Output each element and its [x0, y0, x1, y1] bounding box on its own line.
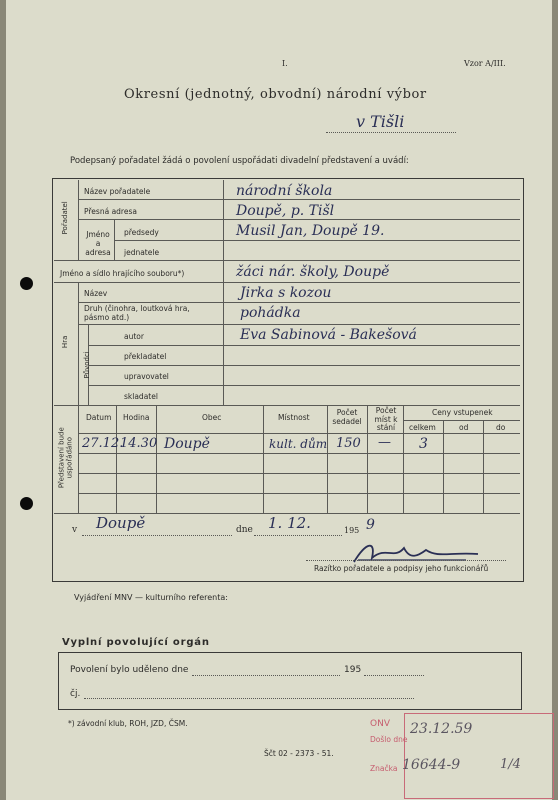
- play-title-value: Jirka s kozou: [240, 285, 332, 301]
- signature-caption: Razítko pořadatele a podpisy jeho funkcionářů: [314, 564, 489, 573]
- intro-text: Podepsaný pořadatel žádá o povolení uspořádati divadelní představení a uvádí:: [70, 156, 409, 166]
- col-to: do: [496, 423, 506, 432]
- location-handwritten: v Tišli: [356, 112, 405, 131]
- col-seats: Počet sedadel: [332, 408, 362, 426]
- col-from: od: [459, 423, 469, 432]
- permit-label: Povolení bylo uděleno dne: [70, 665, 189, 675]
- composer-label: skladatel: [124, 392, 158, 401]
- play-type-label: Druh (činohra, loutková hra, pásmo atd.): [84, 304, 190, 322]
- col-standing: Počet míst k stání: [374, 406, 398, 433]
- chair-label: předsedy: [124, 228, 159, 237]
- col-date: Datum: [86, 413, 112, 422]
- year-value: 9: [366, 517, 375, 533]
- organizer-name-label: Název pořadatele: [84, 187, 151, 196]
- permit-year: 195: [344, 665, 362, 675]
- chair-value: Musil Jan, Doupě 19.: [236, 223, 385, 239]
- col-hour: Hodina: [123, 413, 150, 422]
- location-line: [326, 132, 456, 133]
- punch-hole-top: [20, 277, 33, 290]
- col-total: celkem: [409, 423, 436, 432]
- document-page: [6, 0, 552, 800]
- person-label: Jméno a adresa: [85, 230, 111, 257]
- performances-section-label: Představení bude uspořádáno: [57, 427, 73, 489]
- organizer-name-value: národní škola: [236, 183, 333, 199]
- stamp-number: 16644-9: [402, 757, 461, 773]
- footnote: *) závodní klub, ROH, JZD, ČSM.: [68, 719, 188, 728]
- stamp-line2: Značka: [370, 764, 398, 773]
- row1-venue: kult. dům: [269, 437, 328, 451]
- manager-label: jednatele: [124, 248, 160, 257]
- ensemble-label: Jméno a sídlo hrajícího souboru*): [60, 269, 185, 278]
- translator-label: překladatel: [124, 352, 167, 361]
- row1-standing: —: [378, 435, 391, 450]
- opinion-label: Vyjádření MNV — kulturního referenta:: [74, 593, 228, 602]
- organizer-address-value: Doupě, p. Tišl: [236, 203, 335, 219]
- row1-municipality: Doupě: [164, 436, 210, 452]
- play-section-label: Hra: [61, 335, 70, 349]
- col-municipality: Obec: [202, 413, 222, 422]
- year-printed: 195: [344, 526, 360, 535]
- col-prices: Ceny vstupenek: [432, 408, 493, 417]
- play-title-label: Název: [84, 289, 108, 298]
- authority-heading: Vyplní povolující orgán: [62, 637, 210, 648]
- stamp-date: 23.12.59: [410, 721, 473, 737]
- author-label: autor: [124, 332, 144, 341]
- play-type-value: pohádka: [240, 305, 301, 321]
- authority-box: [58, 652, 522, 710]
- row1-total: 3: [419, 436, 428, 452]
- form-code: Vzor A/III.: [464, 59, 506, 68]
- ref-label: čj.: [70, 689, 81, 699]
- row1-hour: 14.30: [120, 436, 158, 451]
- form-title: Okresní (jednotný, obvodní) národní výbor: [124, 87, 427, 102]
- stamp-top: ONV: [370, 719, 390, 729]
- adapter-label: upravovatel: [124, 372, 169, 381]
- author-value: Eva Sabinová - Bakešová: [240, 327, 417, 343]
- row1-date: 27.12.: [82, 436, 124, 451]
- organizer-address-label: Přesná adresa: [84, 207, 137, 216]
- origin-label: Původci: [83, 351, 92, 379]
- ensemble-value: žáci nár. školy, Doupě: [236, 264, 390, 280]
- place-value: Doupě: [96, 514, 146, 532]
- section-number: I.: [282, 59, 288, 68]
- organizer-section-label: Pořadatel: [61, 201, 70, 235]
- row1-seats: 150: [336, 436, 361, 451]
- date-value: 1. 12.: [268, 514, 311, 532]
- print-code: Ščt 02 - 2373 - 51.: [264, 749, 334, 758]
- col-venue: Místnost: [278, 413, 310, 422]
- v-label: v: [72, 525, 78, 535]
- dne-label: dne: [236, 525, 253, 535]
- stamp-line1: Došlo dne: [370, 735, 408, 744]
- punch-hole-bottom: [20, 497, 33, 510]
- stamp-extra: 1/4: [500, 757, 521, 772]
